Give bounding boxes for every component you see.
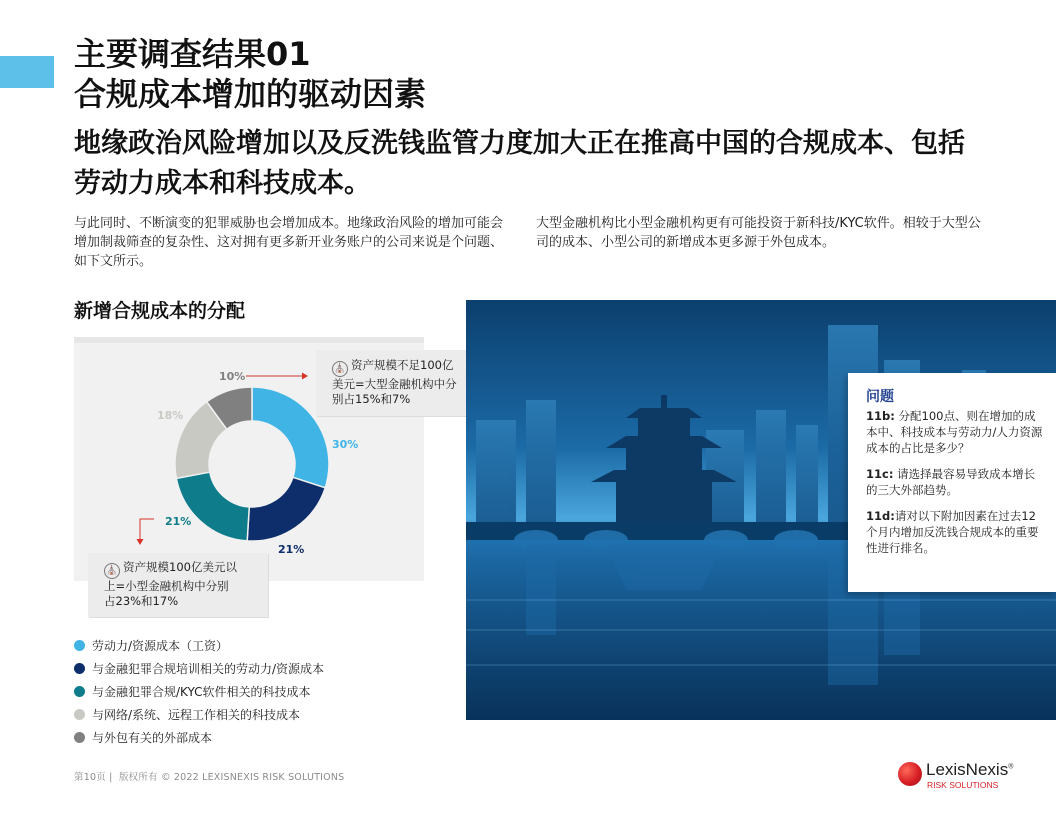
logo-subtitle: RISK SOLUTIONS — [927, 780, 999, 790]
donut-slices — [175, 387, 329, 541]
logo-ball-icon — [898, 762, 922, 786]
legend-swatch — [74, 663, 85, 674]
copyright: 版权所有 © 2022 LEXISNEXIS RISK SOLUTIONS — [118, 772, 345, 783]
callout-top-line3: 别占15%和7% — [332, 392, 411, 406]
arrow-head-top — [302, 373, 308, 380]
questions-title: 问题 — [866, 389, 894, 405]
legend-item — [74, 703, 324, 726]
question-11c — [866, 466, 1044, 498]
legend-label: 与金融犯罪合规/KYC软件相关的科技成本 — [92, 685, 311, 699]
questions-box — [848, 373, 1056, 592]
callout-bottom-line3: 占23%和17% — [104, 594, 179, 608]
callout-bottom-line1: 资产规模100亿美元以 — [123, 560, 237, 574]
callout-top-line1: 资产规模不足100亿 — [351, 358, 454, 372]
page-footer: 第10页 | 版权所有 © 2022 LEXISNEXIS RISK SOLUTIONS — [74, 772, 345, 783]
question-id: 11d: — [866, 509, 895, 523]
page-title — [74, 34, 426, 114]
arrow-head-bottom — [137, 539, 144, 545]
slice-label-outsourcing: 10% — [219, 370, 246, 383]
legend-swatch — [74, 732, 85, 743]
legend-swatch — [74, 640, 85, 651]
legend-item — [74, 726, 324, 749]
page-subtitle: 地缘政治风险增加以及反洗钱监管力度加大正在推高中国的合规成本、包括劳动力成本和科技成本。 — [74, 128, 965, 199]
chart-legend — [74, 634, 324, 749]
callout-large-institutions — [316, 350, 486, 416]
legend-swatch — [74, 709, 85, 720]
slice-label-training: 21% — [278, 543, 305, 556]
question-id: 11c: — [866, 467, 894, 481]
chart-title: 新增合规成本的分配 — [74, 300, 246, 322]
legend-label: 劳动力/资源成本（工资） — [92, 639, 229, 653]
legend-label: 与金融犯罪合规培训相关的劳动力/资源成本 — [92, 662, 325, 676]
callout-top-line2: 美元=大型金融机构中分 — [332, 377, 457, 391]
accent-bar — [0, 56, 54, 88]
bank-icon: ⛪ — [332, 361, 348, 377]
question-id: 11b: — [866, 409, 895, 423]
title-line-2: 合规成本增加的驱动因素 — [74, 75, 427, 113]
slice-label-network: 18% — [157, 409, 184, 422]
slice-kyc-software — [176, 472, 249, 541]
arrow-line-bottom — [140, 519, 154, 539]
page-number: 第10页 — [74, 772, 106, 783]
legend-swatch — [74, 686, 85, 697]
slice-training — [247, 477, 325, 541]
question-text: 分配100点、则在增加的成本中、科技成本与劳动力/人力资源成本的占比是多少？ — [866, 409, 1043, 455]
lexisnexis-logo — [898, 757, 1028, 797]
bank-icon: ⛪ — [104, 563, 120, 579]
logo-registered: ® — [1008, 763, 1014, 771]
slice-label-kyc: 21% — [165, 515, 192, 528]
legend-item — [74, 680, 324, 703]
legend-label: 与外包有关的外部成本 — [92, 731, 213, 745]
question-text: 请对以下附加因素在过去12个月内增加反洗钱合规成本的重要性进行排名。 — [866, 509, 1039, 555]
slice-label-labor: 30% — [332, 438, 359, 451]
title-line-1: 主要调查结果01 — [74, 35, 311, 73]
legend-item — [74, 657, 324, 680]
logo-name: LexisNexis — [926, 760, 1009, 779]
legend-label: 与网络/系统、远程工作相关的科技成本 — [92, 708, 301, 722]
callout-small-institutions — [88, 553, 268, 617]
question-11d — [866, 508, 1044, 556]
question-11b — [866, 408, 1044, 456]
body-text-right: 大型金融机构比小型金融机构更有可能投资于新科技/KYC软件。相较于大型公司的成本、小型公司的新增成本更多源于外包成本。 — [536, 216, 981, 250]
callout-bottom-line2: 上=小型金融机构中分别 — [104, 579, 229, 593]
legend-item — [74, 634, 324, 657]
question-text: 请选择最容易导致成本增长的三大外部趋势。 — [866, 467, 1036, 497]
body-text-left: 与此同时、不断演变的犯罪威胁也会增加成本。地缘政治风险的增加可能会增加制裁筛查的复杂性、这对拥有更多新开业务账户的公司来说是个问题、如下文所示。 — [74, 216, 504, 269]
